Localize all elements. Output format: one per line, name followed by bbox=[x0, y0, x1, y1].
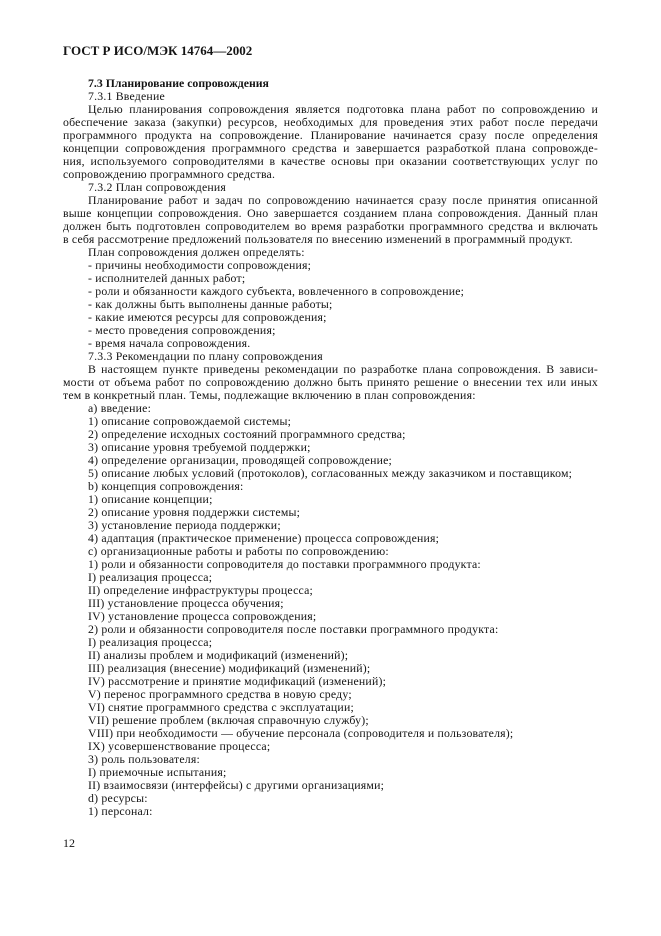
topic-item: III) установление процесса обучения; bbox=[88, 596, 284, 610]
paragraph-line: программного продукта на сопровождение. Планирование начинается сразу после определения bbox=[63, 128, 598, 142]
topic-item: 1) роли и обязанности сопроводителя до поставки программного продукта: bbox=[88, 557, 481, 571]
list-item: - роли и обязанности каждого субъекта, вовлеченного в сопровождение; bbox=[88, 284, 465, 298]
topic-item: IV) установление процесса сопровождения; bbox=[88, 609, 317, 623]
topic-item: 1) описание концепции; bbox=[88, 492, 213, 506]
section-heading: 7.3 Планирование сопровождения bbox=[88, 76, 269, 90]
paragraph-line: Планирование работ и задач по сопровождению начинается сразу после принятия описанной bbox=[88, 193, 598, 207]
paragraph-line: сопровождению программного средства. bbox=[63, 167, 276, 181]
list-item: - какие имеются ресурсы для сопровождения; bbox=[88, 310, 327, 324]
paragraph-line: тем в конкретный план. Темы, подлежащие включению в план сопровождения: bbox=[63, 388, 476, 402]
topic-item: VIII) при необходимости — обучение персонала (сопроводителя и пользователя); bbox=[88, 726, 514, 740]
topic-item: V) перенос программного средства в новую среду; bbox=[88, 687, 352, 701]
topic-item: II) взаимосвязи (интерфейсы) с другими организациями; bbox=[88, 778, 385, 792]
topic-item: 1) описание сопровождаемой системы; bbox=[88, 414, 292, 428]
list-item: - как должны быть выполнены данные работы; bbox=[88, 297, 333, 311]
topic-item: 4) определение организации, проводящей сопровождение; bbox=[88, 453, 393, 467]
topic-item: 4) адаптация (практическое применение) процесса сопровождения; bbox=[88, 531, 440, 545]
paragraph-line: мости от объема работ по сопровождению должно быть принято решение о внесении тех или иных bbox=[63, 375, 598, 389]
page-number: 12 bbox=[63, 836, 75, 850]
page-content bbox=[63, 77, 598, 818]
list-item: - причины необходимости сопровождения; bbox=[88, 258, 312, 272]
paragraph-line: выше концепции сопровождения. Оно завершается созданием плана сопровождения. Данный план bbox=[63, 206, 598, 220]
list-item: - время начала сопровождения. bbox=[88, 336, 251, 350]
topic-item: 1) персонал: bbox=[88, 804, 153, 818]
topic-item: VII) решение проблем (включая справочную службу); bbox=[88, 713, 369, 727]
paragraph-line: В настоящем пункте приведены рекомендации по разработке плана сопровождения. В зависи- bbox=[88, 362, 598, 376]
topic-item: II) определение инфраструктуры процесса; bbox=[88, 583, 314, 597]
topic-item: IV) рассмотрение и принятие модификаций (изменений); bbox=[88, 674, 387, 688]
topic-item: 5) описание любых условий (протоколов), согласованных между заказчиком и поставщиком; bbox=[88, 466, 573, 480]
subsection-heading-plan: 7.3.2 План сопровождения bbox=[88, 180, 227, 194]
topic-item: I) реализация процесса; bbox=[88, 570, 213, 584]
topic-item: d) ресурсы: bbox=[88, 791, 148, 805]
topic-item: a) введение: bbox=[88, 401, 152, 415]
paragraph-line: обеспечение заказа (закупки) ресурсов, необходимых для проведения этих работ после передачи bbox=[63, 115, 598, 129]
list-intro: План сопровождения должен определять: bbox=[88, 245, 305, 259]
topic-item: 3) роль пользователя: bbox=[88, 752, 200, 766]
paragraph-line: Целью планирования сопровождения является подготовка плана работ по сопровождению и bbox=[88, 102, 598, 116]
topic-item: 3) установление периода поддержки; bbox=[88, 518, 281, 532]
topic-item: III) реализация (внесение) модификаций (изменений); bbox=[88, 661, 371, 675]
subsection-heading-introduction: 7.3.1 Введение bbox=[88, 89, 165, 103]
topic-item: 2) определение исходных состояний программного средства; bbox=[88, 427, 406, 441]
standard-designation: ГОСТ Р ИСО/МЭК 14764—2002 bbox=[63, 43, 253, 58]
list-item: - место проведения сопровождения; bbox=[88, 323, 276, 337]
topic-item: I) приемочные испытания; bbox=[88, 765, 227, 779]
topic-item: 2) роли и обязанности сопроводителя после поставки программного продукта: bbox=[88, 622, 499, 636]
topic-item: VI) снятие программного средства с эксплуатации; bbox=[88, 700, 354, 714]
paragraph-line: ния, используемого сопроводителями в качестве основы при оказании соответствующих услуг по bbox=[63, 154, 598, 168]
paragraph-line: должен быть подготовлен сопроводителем во время разработки программного средства и включать bbox=[63, 219, 598, 233]
topic-item: IX) усовершенствование процесса; bbox=[88, 739, 271, 753]
list-item: - исполнителей данных работ; bbox=[88, 271, 246, 285]
topic-item: 2) описание уровня поддержки системы; bbox=[88, 505, 301, 519]
paragraph-line: в себя рассмотрение предложений пользователя по внесению изменений в программный продукт. bbox=[63, 232, 573, 246]
paragraph-line: концепции сопровождения программного средства и завершается разработкой плана сопровожде- bbox=[63, 141, 598, 155]
topic-item: b) концепция сопровождения: bbox=[88, 479, 244, 493]
topic-item: 3) описание уровня требуемой поддержки; bbox=[88, 440, 311, 454]
topic-item: I) реализация процесса; bbox=[88, 635, 213, 649]
subsection-heading-recommendations: 7.3.3 Рекомендации по плану сопровождения bbox=[88, 349, 323, 363]
topic-item: c) организационные работы и работы по сопровождению: bbox=[88, 544, 389, 558]
topic-item: II) анализы проблем и модификаций (изменений); bbox=[88, 648, 349, 662]
